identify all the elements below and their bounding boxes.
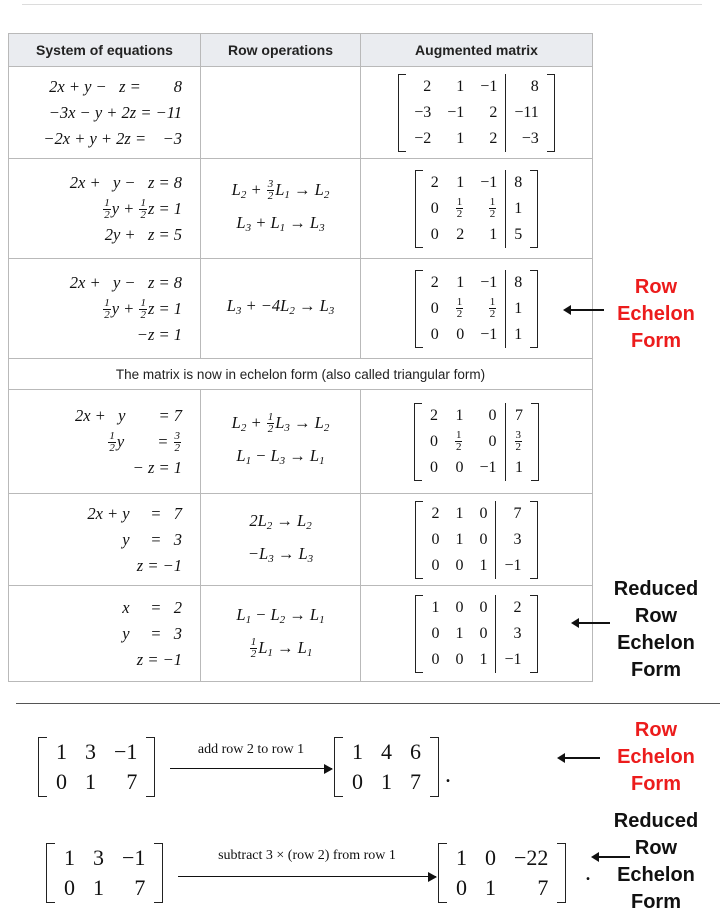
row-ops-cell: $2L_2 \to L_2$ $-L_3 \to L_3$ <box>201 494 361 586</box>
example-right-matrix: 1 0 −22 0 1 7 <box>438 843 566 903</box>
matrix-cell <box>361 67 593 159</box>
equations-cell: 2x + y − z = 8 $\frac{1}{2}$ y + $\frac{1}{2}$ z = 1 2y + z = 5 <box>9 159 201 259</box>
table-row <box>9 159 593 259</box>
table-row <box>9 259 593 359</box>
matrix-cell <box>361 159 593 259</box>
equation: 2x + y − z = 8 <box>49 76 182 96</box>
row-echelon-label: Row Echelon Form <box>617 719 695 795</box>
section-divider <box>16 703 720 704</box>
augmented-matrix <box>361 68 592 158</box>
row-ops-cell: $L_2$ + $\frac{3}{2}$ $L_1 \to L_2$ $L_3 + L_1 \to L_3$ <box>201 159 361 259</box>
row-ops-cell <box>201 67 361 159</box>
matrix-cell <box>361 494 593 586</box>
augmented-matrix: 1 0 0 2 0 1 0 3 0 0 1 −1 <box>361 589 592 679</box>
augmented-matrix: 2 1 −1 8 0 $\frac{1}{2}$ $\frac{1}{2}$ 1 0 2 1 5 <box>361 164 592 254</box>
equations-cell: 2x + y = 7 $\frac{1}{2}$ y = $\frac{3}{2}$ − z = 1 <box>9 390 201 494</box>
row-ops-cell: $L_1 - L_2 \to L_1$ $\frac{1}{2}$ $L_1 \to L_1$ <box>201 586 361 682</box>
equations-cell <box>9 67 201 159</box>
equation: −3x − y + 2z = −11 <box>48 102 182 122</box>
example-left-matrix: 1 3 −1 0 1 7 <box>38 737 155 797</box>
equations-cell: 2x + y − z = 8 $\frac{1}{2}$ y + $\frac{1}{2}$ z = 1 −z = 1 <box>9 259 201 359</box>
header-row-ops: Row operations <box>201 34 361 67</box>
header-matrix: Augmented matrix <box>361 34 593 67</box>
arrow-icon <box>570 309 604 311</box>
example-right-matrix: 1 4 6 0 1 7 <box>334 737 439 797</box>
row-ops-cell: $L_2$ + $\frac{1}{2}$ $L_3 \to L_2$ $L_1 - L_3 \to L_1$ <box>201 390 361 494</box>
top-divider <box>22 0 702 5</box>
matrix-cell <box>361 259 593 359</box>
equations-cell: x = 2 y = 3 z = −1 <box>9 586 201 682</box>
gaussian-elimination-table <box>8 33 593 682</box>
augmented-matrix: 2 1 0 7 0 1 0 3 0 0 1 −1 <box>361 495 592 585</box>
augmented-matrix: 2 1 0 7 0 $\frac{1}{2}$ 0 $\frac{3}{2}$ 0 0 −1 1 <box>361 397 592 487</box>
row-echelon-label: Row Echelon Form <box>617 276 695 352</box>
table-row <box>9 67 593 159</box>
example-left-matrix: 1 3 −1 0 1 7 <box>46 843 163 903</box>
augmented-matrix: 2 1 −1 8 0 $\frac{1}{2}$ $\frac{1}{2}$ 1 0 0 −1 1 <box>361 264 592 354</box>
reduced-row-echelon-label: Reduced Row Echelon Form <box>613 578 699 681</box>
row-operation-arrow: add row 2 to row 1 <box>170 742 332 769</box>
matrix-grid: 2 1 −1 8 −3 −1 2 −11 −2 1 2 −3 <box>406 74 547 152</box>
matrix-cell <box>361 390 593 494</box>
row-operation-arrow: subtract 3 × (row 2) from row 1 <box>178 848 436 877</box>
table-row <box>9 586 593 682</box>
reduced-row-echelon-label: Reduced Row Echelon Form <box>613 810 699 913</box>
echelon-note: The matrix is now in echelon form (also called triangular form) <box>9 359 593 390</box>
matrix-cell <box>361 586 593 682</box>
table-header-row <box>9 34 593 67</box>
arrow-icon <box>564 757 600 759</box>
row-ops-cell: $L_3 + -4L_2 \to L_3$ <box>201 259 361 359</box>
header-system: System of equations <box>9 34 201 67</box>
table-row <box>9 390 593 494</box>
equation: −2x + y + 2z = −3 <box>43 128 182 148</box>
equations-cell: 2x + y = 7 y = 3 z = −1 <box>9 494 201 586</box>
table-row <box>9 359 593 390</box>
table-row <box>9 494 593 586</box>
